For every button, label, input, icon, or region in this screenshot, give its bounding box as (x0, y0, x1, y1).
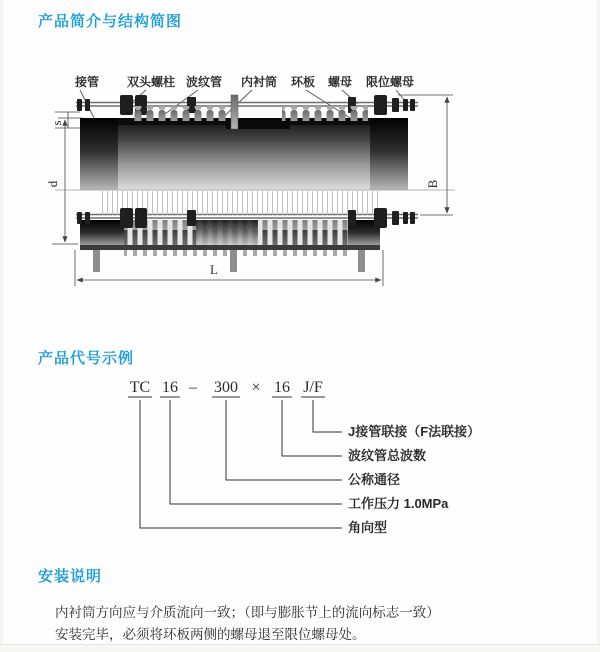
code-string (130, 379, 323, 396)
code-part-pressure: 16 (162, 379, 178, 396)
section-title-intro: 产品简介与结构简图 (38, 13, 183, 30)
callout-wave-count: 波纹管总波数 (348, 448, 427, 463)
label-connecting-pipe: 接管 (74, 75, 100, 89)
part-labels (74, 74, 414, 89)
code-example-diagram (0, 370, 600, 542)
callout-pressure: 工作压力 1.0MPa (348, 496, 449, 511)
installation-notes (55, 602, 535, 646)
callout-joint-type: J接管联接（F法联接） (348, 424, 481, 439)
dim-label-B: B (425, 179, 440, 189)
bellows-fins-right (282, 106, 368, 121)
label-limit-nut: 限位螺母 (365, 75, 415, 89)
code-part-dash: – (189, 379, 197, 396)
structure-diagram (0, 62, 600, 302)
code-part-joint: J/F (303, 379, 323, 396)
installation-line-1: 内衬筒方向应与介质流向一致；（即与膨胀节上的流向标志一致） (55, 605, 440, 620)
hanging-stud-center (230, 250, 237, 272)
label-nut: 螺母 (327, 75, 353, 89)
section-title-install: 安装说明 (38, 568, 103, 585)
lower-external-view (80, 191, 380, 272)
callout-angular-type: 角向型 (348, 520, 388, 535)
callout-diameter: 公称通径 (348, 472, 401, 487)
hanging-stud-left (93, 250, 100, 272)
center-stud-upper (231, 95, 238, 129)
dim-label-d: d (45, 180, 60, 188)
code-part-diameter: 300 (214, 379, 238, 396)
label-ring-plate: 环板 (290, 75, 316, 89)
callout-lines (140, 400, 342, 528)
label-bellows: 波纹管 (185, 75, 223, 89)
installation-line-2: 安装完毕，必须将环板两侧的螺母退至限位螺母处。 (55, 627, 366, 642)
section-title-code: 产品代号示例 (38, 350, 135, 367)
label-inner-liner: 内衬筒 (240, 75, 278, 89)
code-part-times: × (251, 379, 261, 396)
hanging-stud-right (358, 250, 365, 272)
label-double-stud: 双头螺柱 (126, 75, 176, 89)
code-part-waves: 16 (274, 379, 290, 396)
callout-texts (348, 424, 480, 535)
code-part-type: TC (129, 379, 151, 396)
dim-label-s: s (49, 120, 64, 126)
bellows-fins-left (134, 106, 230, 121)
dim-label-L: L (210, 262, 218, 277)
